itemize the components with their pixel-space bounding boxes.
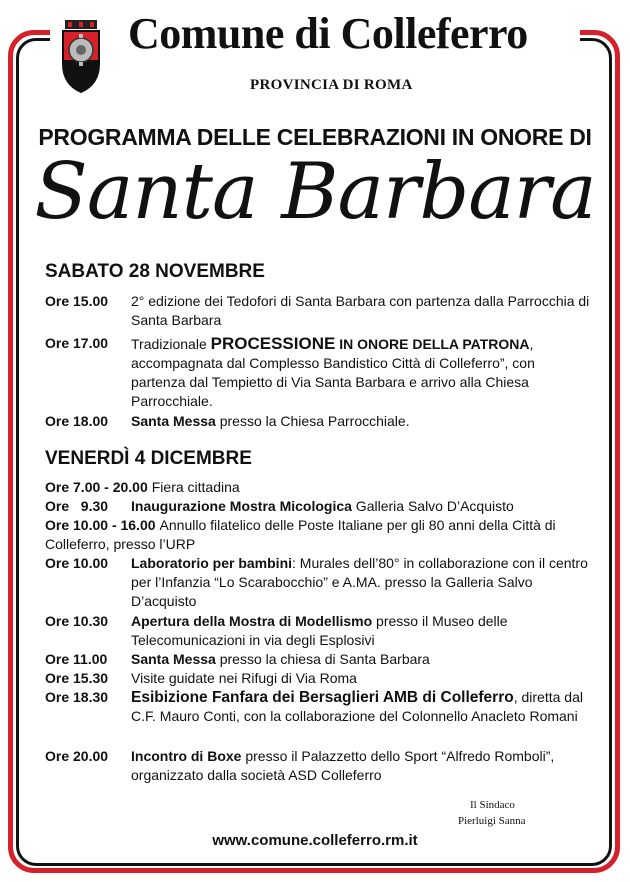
event-text: presso il Museo delle Telecomunicazioni in via degli Esplosivi <box>131 613 508 648</box>
event-row <box>45 412 590 431</box>
event-row <box>45 747 590 785</box>
event-row <box>45 554 590 611</box>
signature-name: Pierluigi Sanna <box>458 815 526 827</box>
event-row <box>45 516 590 554</box>
event-time: Ore 10.30 <box>45 613 109 629</box>
event-text: , accompagnata dal Complesso Bandistico Città di Colleferro”, con partenza dal Tempietto di Via Santa Barbara e arrivo alla Chiesa Parrocchiale. <box>131 336 535 409</box>
event-text-bold: IN ONORE DELLA PATRONA <box>335 336 530 352</box>
event-time: Ore 11.00 <box>45 651 108 667</box>
website-link[interactable]: www.comune.colleferro.rm.it <box>212 832 418 849</box>
event-description: 2° edizione dei Tedofori di Santa Barbara con partenza dalla Parrocchia di Santa Barbara <box>131 293 590 328</box>
event-row <box>45 650 590 669</box>
event-text-bold: Esibizione Fanfara dei Bersaglieri AMB di Colleferro <box>131 689 514 706</box>
event-text: Galleria Salvo D’Acquisto <box>351 498 514 514</box>
event-highlight: PROCESSIONE <box>210 334 336 353</box>
event-text-bold: Laboratorio per bambini <box>131 555 293 571</box>
event-description <box>131 688 590 726</box>
day-heading: VENERDÌ 4 DICEMBRE <box>45 448 252 469</box>
coat-of-arms-icon <box>60 20 102 94</box>
day-heading: SABATO 28 NOVEMBRE <box>45 261 265 282</box>
event-description <box>131 334 590 411</box>
event-row <box>45 334 590 411</box>
event-text-bold: Apertura della Mostra di Modellismo <box>131 613 373 629</box>
event-row <box>45 669 590 688</box>
event-text-bold: Santa Messa <box>131 413 216 429</box>
event-row <box>45 612 590 650</box>
signature-role: Il Sindaco <box>470 799 515 811</box>
event-description: Annullo filatelico delle Poste Italiane per gli 80 anni della Città di Colleferro, presso l’URP <box>45 517 556 552</box>
event-text: presso la chiesa di Santa Barbara <box>215 651 430 667</box>
event-time: Ore 10.00 - 16.00 <box>45 517 156 533</box>
event-text-pre: Tradizionale <box>131 336 211 352</box>
province-label: PROVINCIA DI ROMA <box>250 77 413 93</box>
event-time: Ore 15.30 <box>45 670 109 686</box>
event-text-bold: Incontro di Boxe <box>131 748 242 764</box>
event-row <box>45 478 590 497</box>
event-description <box>131 412 590 431</box>
event-description <box>131 747 590 785</box>
event-time: Ore 17.00 <box>45 335 109 351</box>
event-time: Ore 18.30 <box>45 689 109 705</box>
event-text: : Murales dell’80° in collaborazione con il centro per l’Infanzia “Lo Scarabocchio” e A.MA. presso la Galleria Salvo D’acquisto <box>131 555 588 609</box>
event-row <box>45 688 590 726</box>
event-time: Ore 18.00 <box>45 413 109 429</box>
event-text-bold: Santa Messa <box>131 651 216 667</box>
event-time: Ore 15.00 <box>45 293 109 309</box>
programme-title: PROGRAMMA DELLE CELEBRAZIONI IN ONORE DI <box>38 124 592 150</box>
event-description: Visite guidate nei Rifugi di Via Roma <box>131 670 357 686</box>
event-text: , diretta dal C.F. Mauro Conti, con la collaborazione del Colonnello Anacleto Romani <box>131 689 583 724</box>
event-time: Ore 20.00 <box>45 748 109 764</box>
event-text: presso il Palazzetto dello Sport “Alfredo Romboli”, organizzato dalla società ASD Colleferro <box>131 748 555 783</box>
event-description <box>131 650 590 669</box>
event-description <box>131 497 590 516</box>
event-description <box>131 554 590 611</box>
event-text-bold: Inaugurazione Mostra Micologica <box>131 498 352 514</box>
event-row <box>45 497 590 516</box>
event-time: Ore 9.30 <box>45 498 109 514</box>
saint-name-heading: Santa Barbara <box>34 147 596 237</box>
town-title: Comune di Colleferro <box>128 9 528 58</box>
event-row <box>45 292 590 330</box>
event-time: Ore 10.00 <box>45 555 109 571</box>
event-text: presso la Chiesa Parrocchiale. <box>215 413 410 429</box>
event-description <box>131 612 590 650</box>
event-description: Fiera cittadina <box>151 479 240 495</box>
event-time: Ore 7.00 - 20.00 <box>45 479 148 495</box>
